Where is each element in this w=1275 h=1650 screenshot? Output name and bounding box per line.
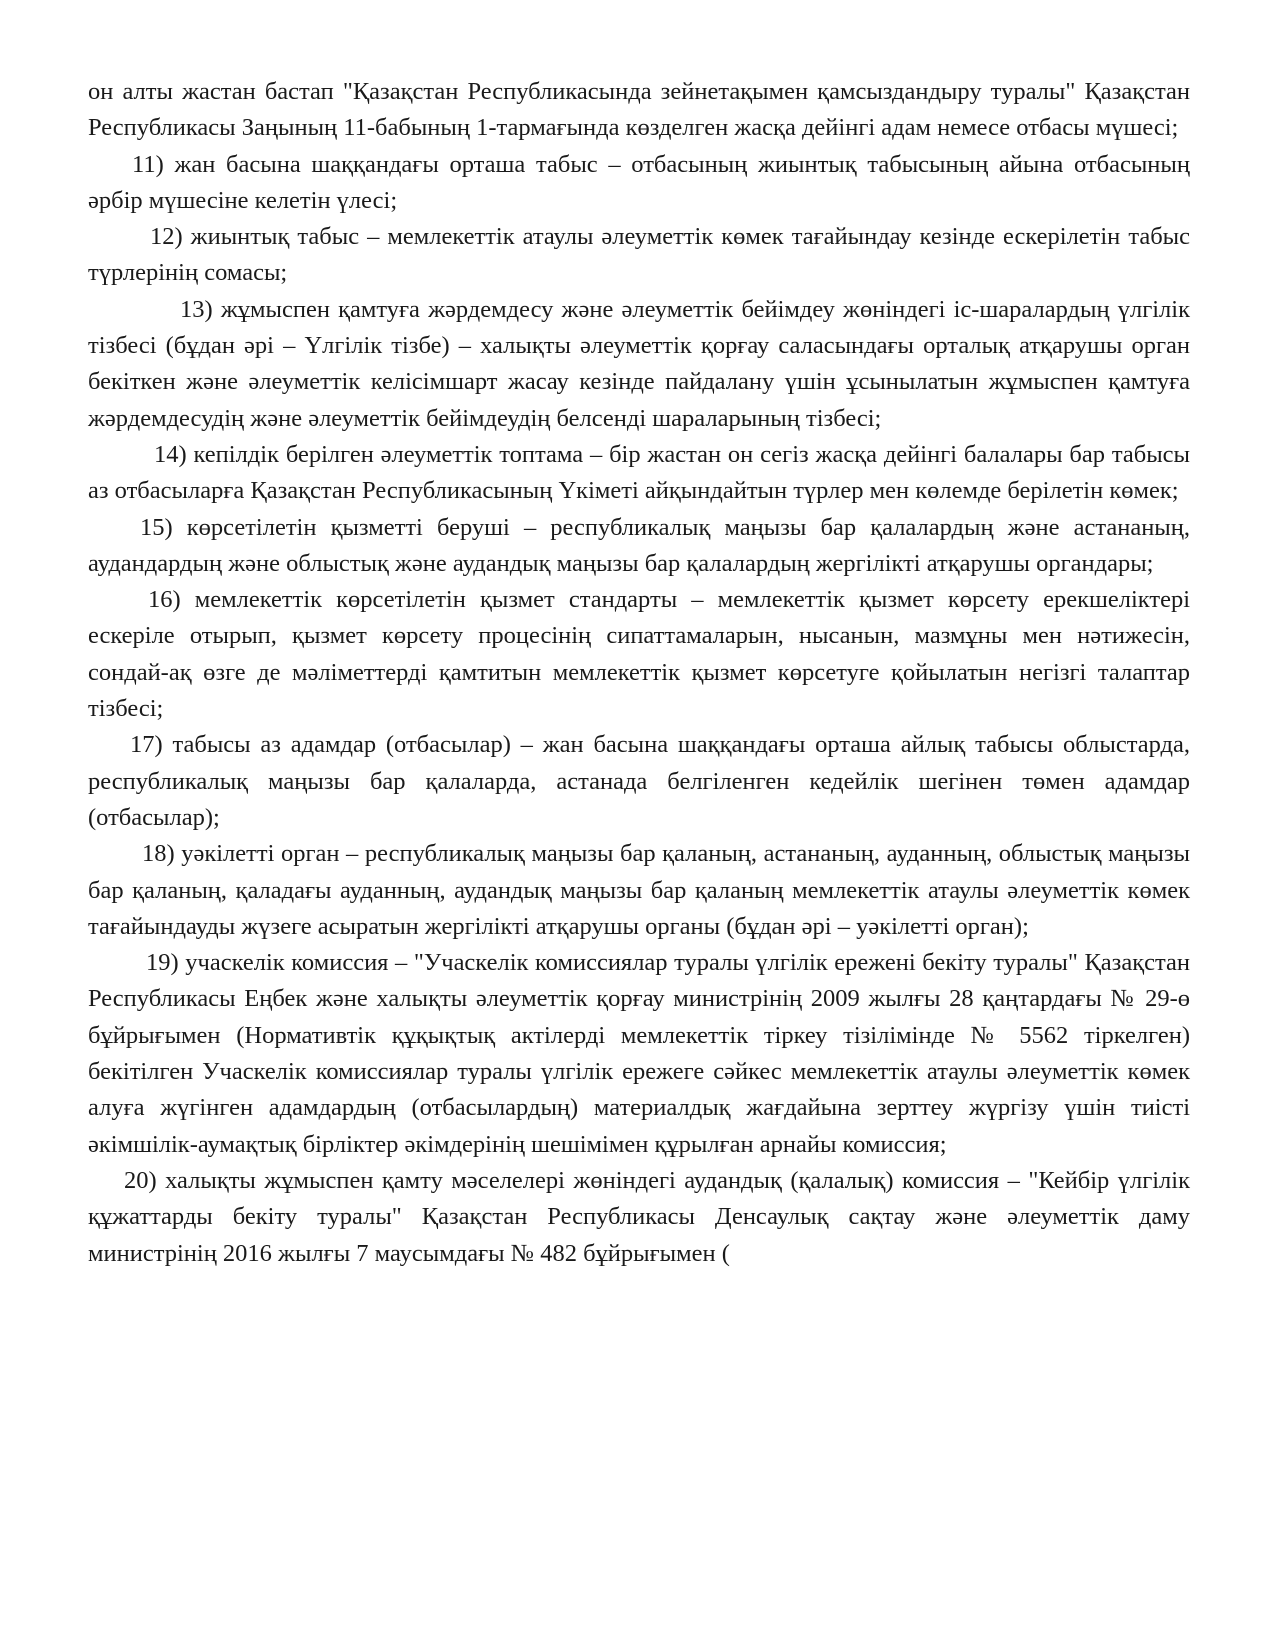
paragraph-item-16: 16) мемлекеттік көрсетілетін қызмет стандарты – мемлекеттік қызмет көрсету ерекшеліктері ескеріле отырып, қызмет көрсету процесінің сипаттамаларын, нысанын, мазмұны мен нәтижесін, сондай-ақ өзге де мәліметтерді қамтитын мемлекеттік қызмет көрсетуге қойылатын негізгі талаптар тізбесі;: [88, 586, 1190, 723]
paragraph-item-12: 12) жиынтық табыс – мемлекеттік атаулы әлеуметтік көмек тағайындау кезінде ескерілетін табыс түрлерінің сомасы;: [88, 223, 1190, 287]
paragraph-item-11: 11) жан басына шаққандағы орташа табыс – отбасының жиынтық табысының айына отбасының әрбір мүшесіне келетін үлесі;: [88, 150, 1190, 214]
paragraph-item-13: 13) жұмыспен қамтуға жәрдемдесу және әлеуметтік бейімдеу жөніндегі іс-шаралардың үлгілік тізбесі (бұдан әрі – Үлгілік тізбе) – халықты әлеуметтік қорғау саласындағы орталық атқарушы орган бекіткен және әлеуметтік келісімшарт жасау кезінде пайдалану үшін ұсынылатын жұмыспен қамтуға жәрдемдесудің және әлеуметтік бейімдеудің белсенді шараларының тізбесі;: [88, 295, 1190, 432]
paragraph-item-15: 15) көрсетілетін қызметті беруші – республикалық маңызы бар қалалардың және астананың, аудандардың және облыстық және аудандық маңызы бар қалалардың жергілікті атқарушы органдары;: [88, 513, 1190, 577]
paragraph-item-20: 20) халықты жұмыспен қамту мәселелері жөніндегі аудандық (қалалық) комиссия – "Кейбір үлгілік құжаттарды бекіту туралы" Қазақстан Республикасы Денсаулық сақтау және әлеуметтік даму министрінің 2016 жылғы 7 маусымдағы № 482 бұйрығымен (: [88, 1166, 1190, 1267]
document-page: [88, 74, 1190, 1272]
paragraph-item-17: 17) табысы аз адамдар (отбасылар) – жан басына шаққандағы орташа айлық табысы облыстарда, республикалық маңызы бар қалаларда, астанада белгіленген кедейлік шегінен төмен адамдар (отбасылар);: [88, 731, 1190, 831]
paragraph-continuation: он алты жастан бастап "Қазақстан Республикасында зейнетақымен қамсыздандыру туралы" Қазақстан Республикасы Заңының 11-бабының 1-тармағында көзделген жасқа дейінгі адам немесе отбасы мүшесі;: [88, 78, 1190, 142]
paragraph-item-14: 14) кепілдік берілген әлеуметтік топтама – бір жастан он сегіз жасқа дейінгі балалары бар табысы аз отбасыларға Қазақстан Республикасының Үкіметі айқындайтын түрлер мен көлемде берілетін көмек;: [88, 440, 1190, 505]
paragraph-item-18: 18) уәкілетті орган – республикалық маңызы бар қаланың, астананың, ауданның, облыстық маңызы бар қаланың, қаладағы ауданның, аудандық маңызы бар қаланың мемлекеттік атаулы әлеуметтік көмек тағайындауды жүзеге асыратын жергілікті атқарушы органы (бұдан әрі – уәкілетті орган);: [88, 840, 1190, 940]
paragraph-item-19: 19) учаскелік комиссия – "Учаскелік комиссиялар туралы үлгілік ережені бекіту туралы" Қазақстан Республикасы Еңбек және халықты әлеуметтік қорғау министрінің 2009 жылғы 28 қаңтардағы № 29-ө бұйрығымен (Нормативтік құқықтық актілерді мемлекеттік тіркеу тізілімінде № 5562 тіркелген) бекітілген Учаскелік комиссиялар туралы үлгілік ережеге сәйкес мемлекеттік атаулы әлеуметтік көмек алуға жүгінген адамдардың (отбасылардың) материалдық жағдайына зерттеу жүргізу үшін тиісті әкімшілік-аумақтық бірліктер әкімдерінің шешімімен құрылған арнайы комиссия;: [88, 949, 1190, 1158]
